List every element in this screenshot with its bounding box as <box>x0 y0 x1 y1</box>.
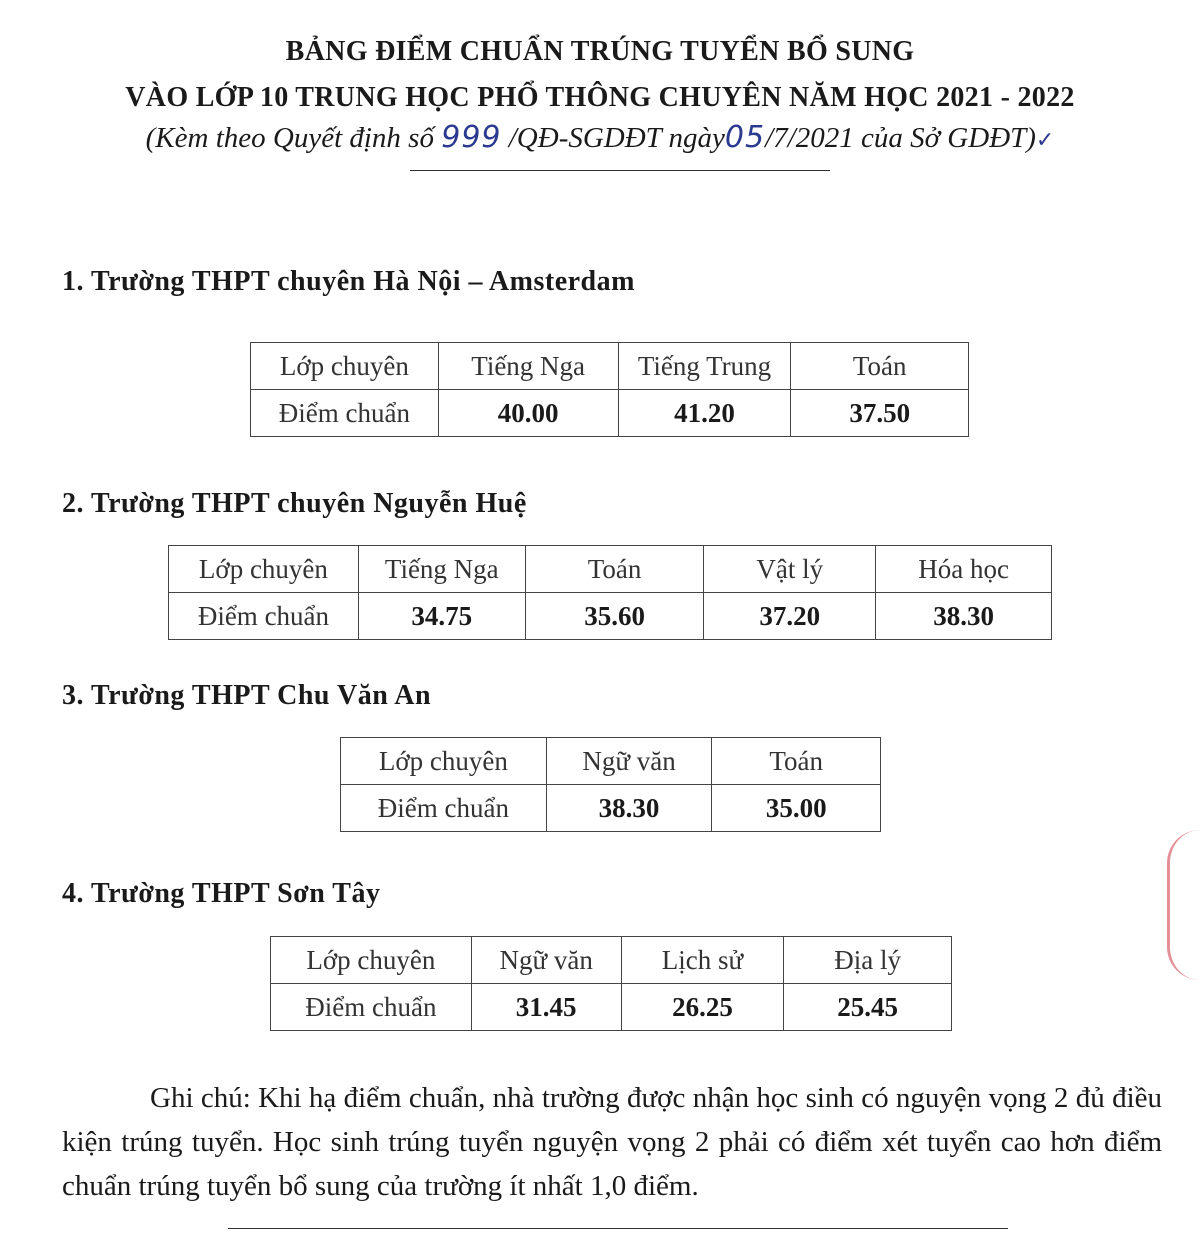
subject-cell: Địa lý <box>784 937 952 984</box>
subject-cell: Toán <box>712 738 881 785</box>
row-label-cell: Điểm chuẩn <box>169 593 359 640</box>
subject-cell: Ngữ văn <box>471 937 621 984</box>
score-table-3 <box>340 737 881 832</box>
subject-cell: Toán <box>791 343 969 390</box>
handwritten-decision-number: 999 <box>441 120 502 155</box>
title-underline <box>410 170 830 171</box>
score-cell: 38.30 <box>876 593 1052 640</box>
subject-cell: Ngữ văn <box>546 738 712 785</box>
document-title-line-1: BẢNG ĐIỂM CHUẨN TRÚNG TUYỂN BỔ SUNG <box>285 36 915 67</box>
score-table-1 <box>250 342 969 437</box>
subject-cell: Tiếng Trung <box>618 343 791 390</box>
decision-mid: /QĐ-SGDĐT ngày <box>508 122 725 154</box>
score-cell: 26.25 <box>621 984 784 1031</box>
score-cell: 37.20 <box>704 593 876 640</box>
table-score-row <box>251 390 969 437</box>
document-title-line-2: VÀO LỚP 10 TRUNG HỌC PHỔ THÔNG CHUYÊN NĂM HỌC 2021 - 2022 <box>125 82 1075 113</box>
decision-prefix: (Kèm theo Quyết định số <box>145 122 434 154</box>
row-label-cell: Điểm chuẩn <box>271 984 472 1031</box>
score-cell: 40.00 <box>438 390 618 437</box>
score-cell: 31.45 <box>471 984 621 1031</box>
score-table-4 <box>270 936 952 1031</box>
row-label-cell: Lớp chuyên <box>251 343 439 390</box>
school-heading-2: 2. Trường THPT chuyên Nguyễn Huệ <box>62 488 527 519</box>
decision-reference <box>0 120 1200 155</box>
score-cell: 35.60 <box>525 593 704 640</box>
footnote: Ghi chú: Khi hạ điểm chuẩn, nhà trường được nhận học sinh có nguyện vọng 2 đủ điều kiện trúng tuyển. Học sinh trúng tuyển nguyện vọng 2 phải có điểm xét tuyển cao hơn điểm chuẩn trúng tuyển bổ sung của trường ít nhất 1,0 điểm. <box>62 1082 1162 1202</box>
score-cell: 38.30 <box>546 785 712 832</box>
score-cell: 25.45 <box>784 984 952 1031</box>
row-label-cell: Điểm chuẩn <box>341 785 547 832</box>
table-score-row <box>341 785 881 832</box>
table-score-row <box>271 984 952 1031</box>
score-cell: 34.75 <box>358 593 525 640</box>
table-header-row <box>251 343 969 390</box>
red-stamp-edge <box>1167 830 1200 980</box>
subject-cell: Lịch sử <box>621 937 784 984</box>
score-cell: 35.00 <box>712 785 881 832</box>
score-cell: 41.20 <box>618 390 791 437</box>
school-heading-1: 1. Trường THPT chuyên Hà Nội – Amsterdam <box>62 266 635 297</box>
subject-cell: Hóa học <box>876 546 1052 593</box>
subject-cell: Tiếng Nga <box>358 546 525 593</box>
table-header-row <box>341 738 881 785</box>
table-score-row <box>169 593 1052 640</box>
subject-cell: Vật lý <box>704 546 876 593</box>
row-label-cell: Lớp chuyên <box>169 546 359 593</box>
school-heading-4: 4. Trường THPT Sơn Tây <box>62 878 381 909</box>
table-header-row <box>271 937 952 984</box>
row-label-cell: Lớp chuyên <box>271 937 472 984</box>
handwritten-check-icon: ✓ <box>1035 128 1055 153</box>
row-label-cell: Lớp chuyên <box>341 738 547 785</box>
score-table-2 <box>168 545 1052 640</box>
bottom-rule <box>228 1228 1008 1229</box>
decision-suffix: /7/2021 của Sở GDĐT) <box>765 122 1036 154</box>
table-header-row <box>169 546 1052 593</box>
school-heading-3: 3. Trường THPT Chu Văn An <box>62 680 432 711</box>
subject-cell: Tiếng Nga <box>438 343 618 390</box>
row-label-cell: Điểm chuẩn <box>251 390 439 437</box>
score-cell: 37.50 <box>791 390 969 437</box>
subject-cell: Toán <box>525 546 704 593</box>
handwritten-decision-day: 05 <box>724 120 766 155</box>
